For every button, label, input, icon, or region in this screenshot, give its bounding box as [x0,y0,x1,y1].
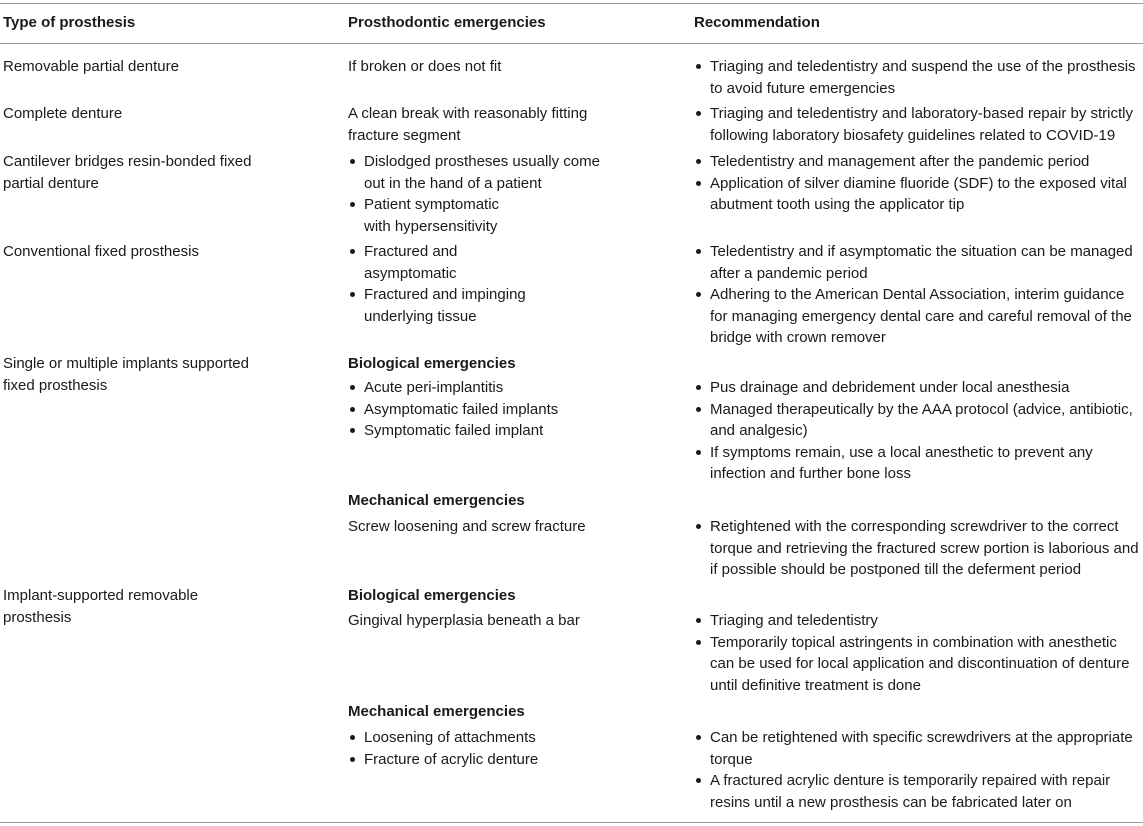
row-4-recommendations [694,241,1141,349]
list-item: Fractured and impinging underlying tissue [348,284,548,327]
row-6-biological-heading: Biological emergencies [348,587,516,604]
row-5-biological-emergencies [348,377,678,442]
table-bottom-rule [0,822,1143,823]
row-3-recommendations [694,151,1141,216]
list-item: Dislodged prostheses usually come out in the hand of a patient [348,151,623,194]
row-6-biological-emergency: Gingival hyperplasia beneath a bar [348,612,580,629]
row-5-mechanical-heading: Mechanical emergencies [348,492,525,509]
list-item: Asymptomatic failed implants [348,399,678,421]
header-rule [0,43,1143,44]
row-6-biological-recommendations [694,610,1141,696]
list-item: Managed therapeutically by the AAA protocol (advice, antibiotic, and analgesic) [694,399,1141,442]
list-item: Triaging and teledentistry [694,610,1141,632]
header-recommendation: Recommendation [694,14,820,31]
row-2-recommendations [694,103,1141,146]
list-item: Adhering to the American Dental Association, interim guidance for managing emergency dental care and careful removal of the bridge with crown remover [694,284,1141,349]
row-6-mechanical-emergencies [348,727,678,770]
row-2-emergency: A clean break with reasonably fitting fracture segment [348,105,588,144]
list-item: If symptoms remain, use a local anesthetic to prevent any infection and further bone loss [694,442,1141,485]
row-4-emergencies [348,241,548,327]
row-5-type: Single or multiple implants supported fixed prosthesis [3,355,249,394]
row-5-mechanical-emergency: Screw loosening and screw fracture [348,518,586,535]
list-item: A fractured acrylic denture is temporarily repaired with repair resins until a new prosthesis can be fabricated later on [694,770,1141,813]
row-6-mechanical-recommendations [694,727,1141,813]
list-item: Triaging and teledentistry and laboratory-based repair by strictly following laboratory biosafety guidelines related to COVID-19 [694,103,1141,146]
row-1-recommendations [694,56,1141,99]
list-item: Application of silver diamine fluoride (SDF) to the exposed vital abutment tooth using the applicator tip [694,173,1141,216]
list-item: Fractured and asymptomatic [348,241,548,284]
table-top-rule [0,3,1143,4]
row-1-type: Removable partial denture [3,58,179,75]
list-item: Loosening of attachments [348,727,678,749]
list-item: Triaging and teledentistry and suspend the use of the prosthesis to avoid future emergencies [694,56,1141,99]
row-3-emergencies [348,151,623,237]
row-5-biological-recommendations [694,377,1141,485]
list-item: Teledentistry and management after the pandemic period [694,151,1141,173]
list-item: Teledentistry and if asymptomatic the situation can be managed after a pandemic period [694,241,1141,284]
list-item: Temporarily topical astringents in combination with anesthetic can be used for local application and discontinuation of denture until definitive treatment is done [694,632,1141,697]
list-item: Can be retightened with specific screwdrivers at the appropriate torque [694,727,1141,770]
row-6-type: Implant-supported removable prosthesis [3,587,199,626]
row-2-type: Complete denture [3,105,123,122]
row-6-mechanical-heading: Mechanical emergencies [348,703,525,720]
row-4-type: Conventional fixed prosthesis [3,243,199,260]
header-prosthodontic-emergencies: Prosthodontic emergencies [348,14,546,31]
list-item: Fracture of acrylic denture [348,749,678,771]
list-item: Symptomatic failed implant [348,420,678,442]
list-item: Patient symptomatic with hypersensitivity [348,194,514,237]
header-type-of-prosthesis: Type of prosthesis [3,14,136,31]
list-item: Acute peri-implantitis [348,377,678,399]
row-3-type: Cantilever bridges resin-bonded fixed partial denture [3,153,252,192]
list-item: Pus drainage and debridement under local anesthesia [694,377,1141,399]
row-5-mechanical-recommendations [694,516,1141,581]
list-item: Retightened with the corresponding screwdriver to the correct torque and retrieving the fractured screw portion is laborious and if possible should be postponed till the deferment period [694,516,1141,581]
row-1-emergency: If broken or does not fit [348,58,502,75]
row-5-biological-heading: Biological emergencies [348,355,516,372]
